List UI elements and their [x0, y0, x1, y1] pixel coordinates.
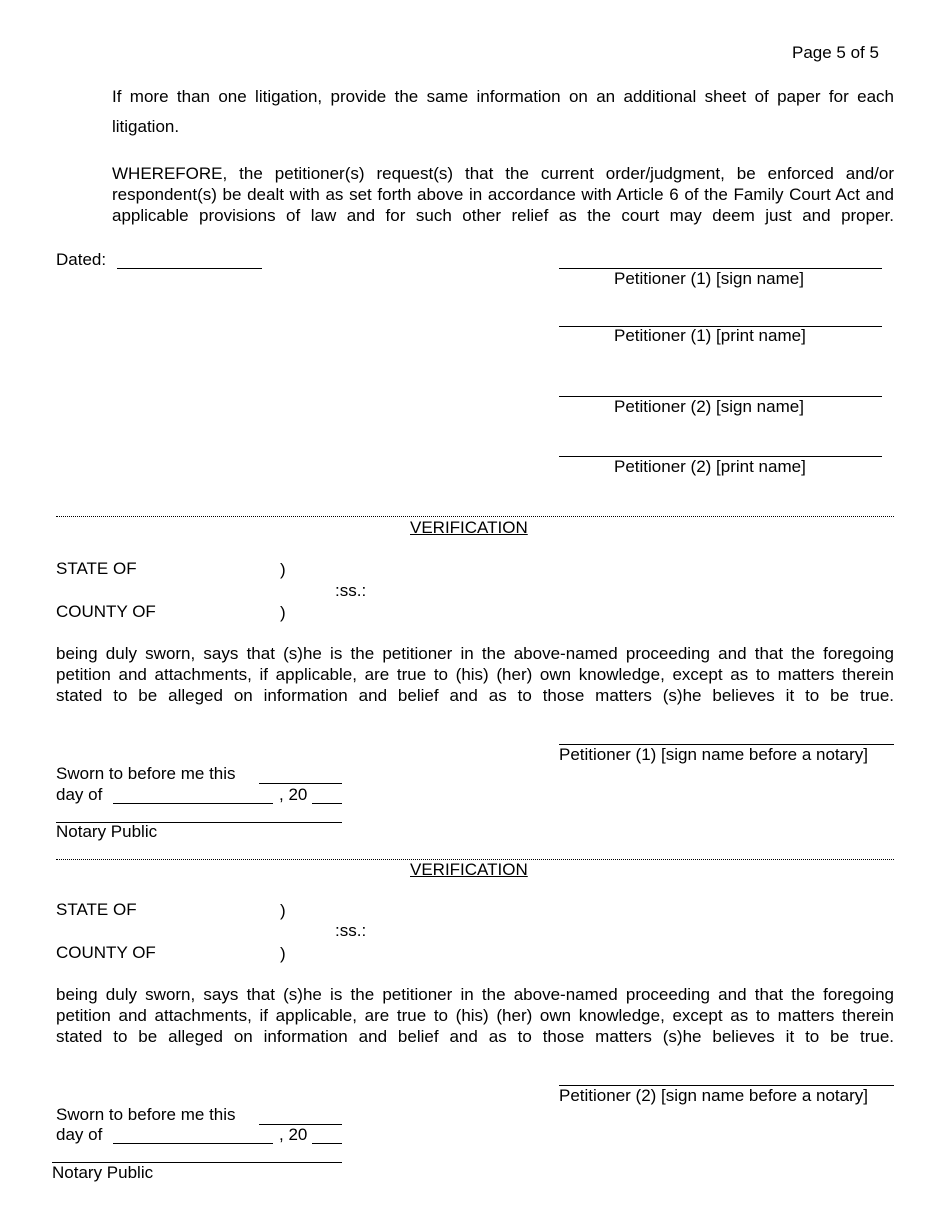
verification-heading: VERIFICATION: [410, 518, 528, 537]
petitioner1-print-label: Petitioner (1) [print name]: [614, 326, 806, 345]
verification-body: being duly sworn, says that (s)he is the petitioner in the above-named proceeding and that the foregoing petition and attachments, if applicable, are true to (his) (her) own knowledge, except as to matters therein stated to be alleged on information and belief and as to those matters (s)he believes it to be true.: [56, 985, 894, 1046]
sworn-day-line[interactable]: [259, 783, 342, 784]
sworn-label: Sworn to before me this: [56, 764, 236, 783]
state-paren: ): [280, 560, 286, 579]
wherefore-paragraph: WHEREFORE, the petitioner(s) request(s) that the current order/judgment, be enforced and/or respondent(s) be dealt with as set forth above in accordance with Article 6 of the Family Court Act and applicable provisions of law and for such other relief as the court may deem just and proper.: [112, 164, 894, 225]
year-line[interactable]: [312, 803, 342, 804]
county-paren: ): [280, 944, 286, 963]
county-label: COUNTY OF: [56, 943, 156, 962]
litigation-note: If more than one litigation, provide the same information on an additional sheet of paper for each litigation.: [112, 87, 894, 136]
year-line[interactable]: [312, 1143, 342, 1144]
state-paren: ): [280, 901, 286, 920]
dated-line[interactable]: [117, 268, 262, 269]
state-label: STATE OF: [56, 559, 137, 578]
notary-sign-label: Petitioner (2) [sign name before a notary]: [559, 1086, 868, 1105]
year-prefix: , 20: [279, 785, 308, 804]
year-prefix: , 20: [279, 1125, 308, 1144]
verification-body: being duly sworn, says that (s)he is the petitioner in the above-named proceeding and that the foregoing petition and attachments, if applicable, are true to (his) (her) own knowledge, except as to matters therein stated to be alleged on information and belief and as to those matters (s)he believes it to be true.: [56, 644, 894, 705]
section-divider: [56, 516, 894, 517]
month-line[interactable]: [113, 1143, 273, 1144]
notary-label: Notary Public: [56, 822, 158, 841]
verification-heading: VERIFICATION: [410, 860, 528, 879]
petitioner1-sign-label: Petitioner (1) [sign name]: [614, 269, 804, 288]
day-of-label: day of: [56, 1125, 103, 1144]
petitioner2-sign-label: Petitioner (2) [sign name]: [614, 397, 804, 416]
page-number: Page 5 of 5: [792, 43, 879, 62]
ss-label: :ss.:: [335, 921, 367, 940]
sworn-label: Sworn to before me this: [56, 1105, 236, 1124]
petitioner2-print-label: Petitioner (2) [print name]: [614, 457, 806, 476]
dated-label: Dated:: [56, 250, 107, 269]
month-line[interactable]: [113, 803, 273, 804]
day-of-label: day of: [56, 785, 103, 804]
county-label: COUNTY OF: [56, 602, 156, 621]
ss-label: :ss.:: [335, 581, 367, 600]
state-label: STATE OF: [56, 900, 137, 919]
county-paren: ): [280, 603, 286, 622]
notary-label: Notary Public: [52, 1163, 154, 1182]
notary-sign-label: Petitioner (1) [sign name before a notary]: [559, 745, 868, 764]
